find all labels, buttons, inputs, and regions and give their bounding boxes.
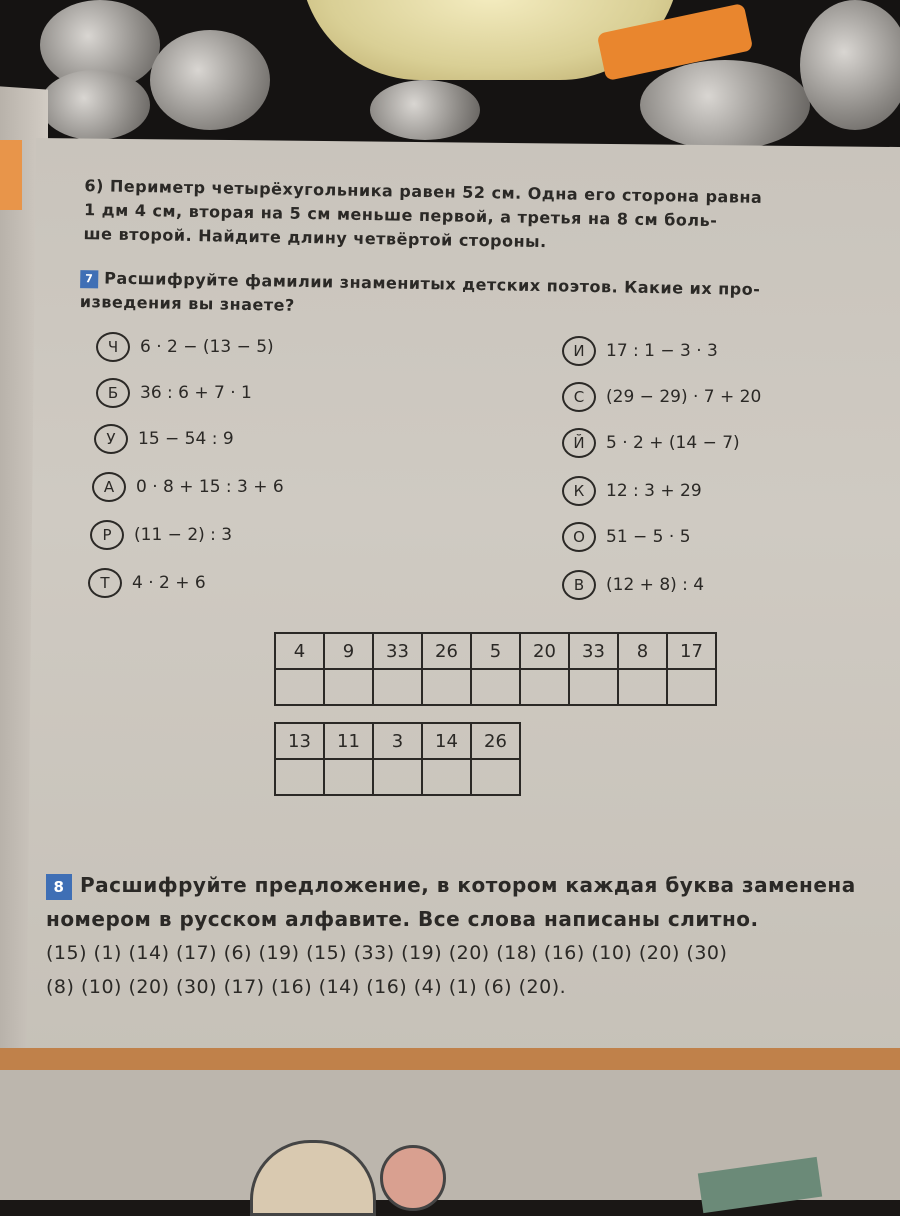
table-cell: 8 — [618, 633, 667, 669]
expression-text: (29 − 29) · 7 + 20 — [606, 387, 762, 407]
task-6-line: 6) Периметр четырёхугольника равен 52 см. Одна его сторона равна — [84, 176, 763, 207]
task-7-heading — [80, 266, 761, 326]
letter-circle: Р — [90, 520, 124, 550]
expression-item — [562, 382, 761, 412]
table-cell: 14 — [422, 723, 471, 759]
expression-text: 12 : 3 + 29 — [606, 481, 702, 501]
letter-circle: Б — [96, 378, 130, 408]
expression-item — [88, 568, 206, 598]
answer-cell[interactable] — [618, 669, 667, 705]
table-cell: 3 — [373, 723, 422, 759]
table-cell: 33 — [569, 633, 618, 669]
answer-table-1 — [274, 632, 717, 706]
answer-cell[interactable] — [520, 669, 569, 705]
task-7-line: Расшифруйте фамилии знаменитых детских поэтов. Какие их про- — [104, 268, 761, 299]
answer-cell[interactable] — [471, 669, 520, 705]
task-6-line: 1 дм 4 см, вторая на 5 см меньше первой, а третья на 8 см боль- — [83, 200, 718, 231]
task-8-line: Расшифруйте предложение, в котором каждая буква заменена — [80, 873, 856, 897]
task-8-codes: (15) (1) (14) (17) (6) (19) (15) (33) (19) (20) (18) (16) (10) (20) (30) — [46, 942, 728, 964]
letter-circle: С — [562, 382, 596, 412]
expression-item — [562, 336, 718, 366]
expression-item — [92, 472, 284, 502]
letter-circle: В — [562, 570, 596, 600]
task-7-line: изведения вы знаете? — [79, 292, 295, 315]
expression-text: 5 · 2 + (14 − 7) — [606, 433, 740, 453]
letter-circle: Ч — [96, 332, 130, 362]
task-6-line: ше второй. Найдите длину четвёртой стороны. — [83, 224, 547, 252]
expression-item — [562, 476, 702, 506]
table-cell: 9 — [324, 633, 373, 669]
answer-cell[interactable] — [422, 759, 471, 795]
task-8-number: 8 — [46, 874, 72, 900]
expression-text: (11 − 2) : 3 — [134, 525, 233, 545]
letter-circle: Й — [562, 428, 596, 458]
answer-table-2 — [274, 722, 521, 796]
table-cell: 20 — [520, 633, 569, 669]
answer-cell[interactable] — [275, 669, 324, 705]
answer-cell[interactable] — [324, 759, 373, 795]
expression-text: 17 : 1 − 3 · 3 — [606, 341, 718, 361]
expression-text: 0 · 8 + 15 : 3 + 6 — [136, 477, 284, 497]
expression-item — [90, 520, 232, 550]
expression-text: 51 − 5 · 5 — [606, 527, 691, 547]
answer-cell[interactable] — [373, 669, 422, 705]
expression-text: 6 · 2 − (13 − 5) — [140, 337, 274, 357]
expression-item — [562, 570, 704, 600]
task-6 — [83, 174, 762, 258]
answer-cell[interactable] — [275, 759, 324, 795]
task-8-line: номером в русском алфавите. Все слова написаны слитно. — [46, 907, 759, 931]
expression-item — [562, 428, 740, 458]
expression-item — [96, 332, 274, 362]
letter-circle: К — [562, 476, 596, 506]
table-cell: 11 — [324, 723, 373, 759]
task-7-number: 7 — [80, 270, 98, 288]
table-cell: 26 — [422, 633, 471, 669]
expression-item — [94, 424, 234, 454]
expression-item — [562, 522, 691, 552]
answer-cell[interactable] — [373, 759, 422, 795]
table-cell: 5 — [471, 633, 520, 669]
answer-cell[interactable] — [471, 759, 520, 795]
table-cell: 17 — [667, 633, 716, 669]
answer-table-2-letters — [275, 759, 520, 795]
letter-circle: А — [92, 472, 126, 502]
table-cell: 4 — [275, 633, 324, 669]
answer-cell[interactable] — [422, 669, 471, 705]
table-cell: 13 — [275, 723, 324, 759]
expression-item — [96, 378, 252, 408]
letter-circle: О — [562, 522, 596, 552]
answer-table-1-letters — [275, 669, 716, 705]
letter-circle: И — [562, 336, 596, 366]
expression-text: 36 : 6 + 7 · 1 — [140, 383, 252, 403]
answer-table-2-numbers — [275, 723, 520, 759]
expression-text: 4 · 2 + 6 — [132, 573, 206, 593]
answer-table-1-numbers — [275, 633, 716, 669]
letter-circle: У — [94, 424, 128, 454]
task-8-codes: (8) (10) (20) (30) (17) (16) (14) (16) (4) (1) (6) (20). — [46, 976, 567, 998]
expression-text: 15 − 54 : 9 — [138, 429, 234, 449]
answer-cell[interactable] — [324, 669, 373, 705]
table-cell: 26 — [471, 723, 520, 759]
answer-cell[interactable] — [569, 669, 618, 705]
task-8 — [46, 868, 856, 1004]
letter-circle: Т — [88, 568, 122, 598]
table-cell: 33 — [373, 633, 422, 669]
answer-cell[interactable] — [667, 669, 716, 705]
expression-text: (12 + 8) : 4 — [606, 575, 705, 595]
